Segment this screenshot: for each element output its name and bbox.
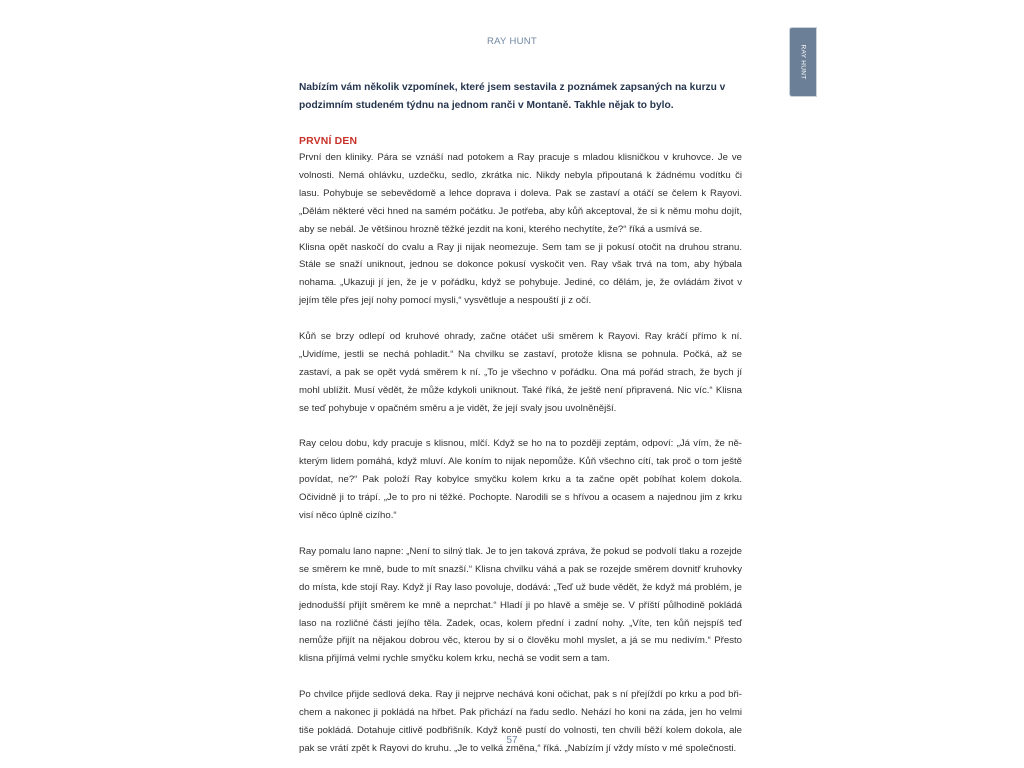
- body-paragraph: Klisna opět naskočí do cvalu a Ray ji nijak neomezuje. Sem tam se ji pokusí otočit na druhou stranu. Stále se snaží uniknout, jednou se dokonce pokusí vyskočit ven. Ray však trvá na tom, aby hýbala nohama. „Ukazuji jí jen, že je v pořádku, když se pohybuje. Jediné, co dělám, je, že ovládám život v jejím těle přes její nohy pomocí mysli,“ vysvětluje a nespouští ji z očí.: [299, 241, 742, 307]
- section-heading: PRVNÍ DEN: [299, 136, 358, 147]
- running-head: RAY HUNT: [486, 36, 538, 47]
- body-paragraph: Ray celou dobu, kdy pracuje s klisnou, mlčí. Když se ho na to později zeptám, odpoví: „Já vím, že některým lidem pomáhá, když mluví. Ale koním to nijak nepomůže. Kůň všechno cítí, tak proč o tom ještě povídat, ne?“ Pak položí Ray kobylce smyčku kolem krku a ta začne opět pobíhat kolem dokola. Očividně ji to trápí. „Je to pro ni těžké. Pochopte. Narodili se s hřívou a ocasem a najednou jim z krku visí něco úplně cizího.“: [299, 438, 742, 522]
- body-paragraph: Kůň se brzy odlepí od kruhové ohrady, začne otáčet uši směrem k Rayovi. Ray kráčí přímo k ní. „Uvidíme, jestli se nechá pohladit.“ Na chvilku se zastaví, protože klisna se pohnula. Počká, až se zastaví, a pak se opět vydá směrem k ní. „To je všechno v pořádku. Ona má pořád strach, že bych jí mohl ublížit. Musí vědět, že může kdykoli uniknout. Také říká, že ještě není připravená. Nic víc.“ Klisna se teď pohybuje v opačném směru a je vidět, že její svaly jsou uvolněnější.: [299, 331, 742, 414]
- chapter-side-tab: [790, 28, 816, 96]
- body-paragraph: Ray pomalu lano napne: „Není to silný tlak. Je to jen taková zpráva, že pokud se podvolí tlaku a rozejde se směrem ke mně, bude to mít snazší.“ Klisna chvilku váhá a pak se rozejde směrem dovnitř kruhovky do místa, kde stojí Ray. Když jí Ray laso povoluje, dodává: „Teď už bude vědět, že když má problém, je jednodušší přijít směrem ke mně a neprchat.“ Hladí ji po hlavě a směje se. V příští půlhodině pokládá laso na rozličné části jejího těla. Zadek, ocas, kolem přední i zadní nohy. „Víte, ten kůň nejspíš teď nemůže přijít na nějakou dobrou věc, kterou by si o člověku mohl myslet, a já se mu nedivím.“ Přesto klisna přijímá velmi rychle smyčku kolem krku, nechá se vodit sem a tam.: [299, 545, 742, 665]
- side-tab-label: RAY HUNT: [799, 44, 807, 80]
- page-number: 57: [506, 735, 518, 746]
- intro-paragraph: Nabízím vám několik vzpomínek, které jsem sestavila z poznámek zapsaných na kurzu v podzimním studeném týdnu na jednom ranči v Montaně. Takhle nějak to bylo.: [299, 82, 726, 111]
- body-paragraph: Po chvilce přijde sedlová deka. Ray ji nejprve nechává koni očichat, pak s ní přejíždí po krku a pod břichem a nakonec ji pokládá na hřbet. Pak přichází na řadu sedlo. Nehází ho koni na záda, jen ho velmi tiše pokládá. Dotahuje citlivě podbřišník. Když koně pustí do volnosti, ten chvíli běží kolem dokola, ale pak se vrátí zpět k Rayovi do kruhu. „Je to velká změna,“ říká. „Nabízím jí vždy místo v mé společnosti.: [299, 689, 742, 754]
- page-content: [299, 79, 742, 758]
- body-paragraph: První den kliniky. Pára se vznáší nad potokem a Ray pracuje s mladou klisničkou v kruhovce. Je ve volnosti. Nemá ohlávku, uzdečku, sedlo, zkrátka nic. Nikdy nebyla připoutaná k žádnému vodítku či lasu. Pohybuje se sebevědomě a lehce doprava i doleva. Pak se zastaví a otáčí se čelem k Rayovi. „Dělám některé věci hned na samém počátku. Je potřeba, aby kůň akceptoval, že si k němu mohu dojít, aby se nebál. Je většinou hrozně těžké jezdit na koni, kterého nechytíte, že?“ říká a usmívá se.: [299, 152, 742, 235]
